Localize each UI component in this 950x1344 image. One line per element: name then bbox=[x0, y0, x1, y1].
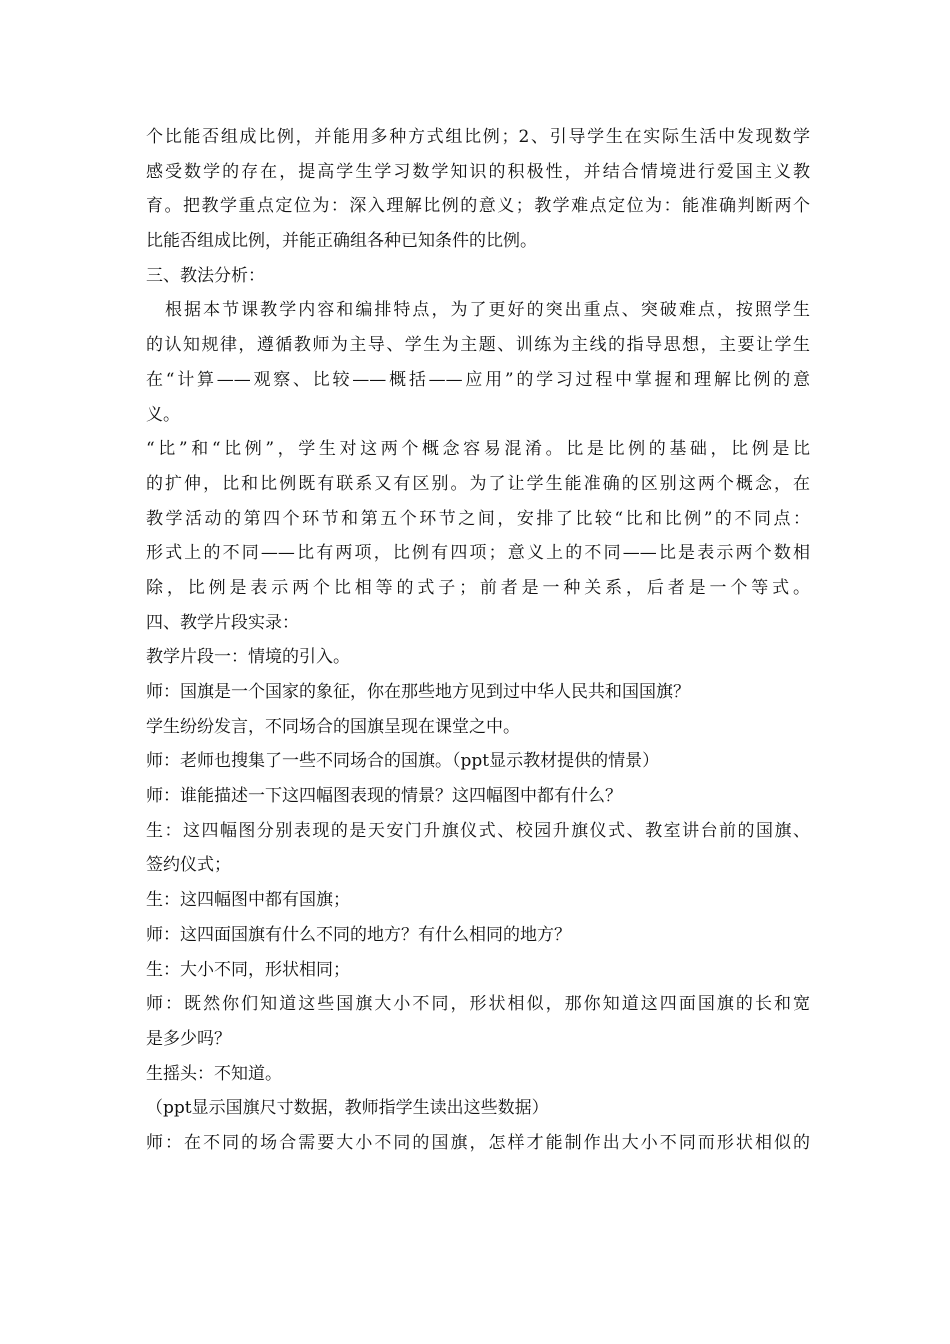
text-line: 除，比例是表示两个比相等的式子；前者是一种关系，后者是一个等式。 bbox=[146, 577, 810, 598]
text-line: 教学活动的第四个环节和第五个环节之间，安排了比较“比和比例”的不同点： bbox=[146, 508, 810, 529]
text-line: 根据本节课教学内容和编排特点，为了更好的突出重点、突破难点，按照学生 bbox=[146, 300, 810, 321]
text-line: 师：这四面国旗有什么不同的地方？有什么相同的地方？ bbox=[146, 924, 571, 945]
text-line: 生摇头：不知道。 bbox=[146, 1063, 282, 1084]
text-line: 师：既然你们知道这些国旗大小不同，形状相似，那你知道这四面国旗的长和宽 bbox=[146, 994, 810, 1015]
text-line: 三、教法分析： bbox=[146, 265, 265, 286]
text-line: 签约仪式； bbox=[146, 855, 231, 876]
text-line: 师：谁能描述一下这四幅图表现的情景？这四幅图中都有什么？ bbox=[146, 786, 622, 807]
text-line: 的扩伸，比和比例既有联系又有区别。为了让学生能准确的区别这两个概念，在 bbox=[146, 473, 810, 494]
text-line: 四、教学片段实录： bbox=[146, 612, 299, 633]
text-line: 生：这四幅图分别表现的是天安门升旗仪式、校园升旗仪式、教室讲台前的国旗、 bbox=[146, 820, 810, 841]
text-line: 的认知规律，遵循教师为主导、学生为主题、训练为主线的指导思想，主要让学生 bbox=[146, 335, 810, 356]
text-line: 教学片段一：情境的引入。 bbox=[146, 647, 350, 668]
text-line: 师：在不同的场合需要大小不同的国旗，怎样才能制作出大小不同而形状相似的 bbox=[146, 1132, 810, 1153]
text-line: “比”和“比例”，学生对这两个概念容易混淆。比是比例的基础，比例是比 bbox=[146, 439, 810, 460]
text-line: 在“计算——观察、比较——概括——应用”的学习过程中掌握和理解比例的意 bbox=[146, 369, 810, 390]
text-line: 是多少吗？ bbox=[146, 1028, 231, 1049]
text-line: （ppt显示国旗尺寸数据，教师指学生读出这些数据） bbox=[146, 1098, 549, 1119]
text-line: 感受数学的存在，提高学生学习数学知识的积极性，并结合情境进行爱国主义教 bbox=[146, 161, 810, 182]
text-line: 师：老师也搜集了一些不同场合的国旗。（ppt显示教材提供的情景） bbox=[146, 751, 660, 772]
text-line: 义。 bbox=[146, 404, 180, 425]
text-line: 生：大小不同，形状相同； bbox=[146, 959, 350, 980]
text-line: 形式上的不同——比有两项，比例有四项；意义上的不同——比是表示两个数相 bbox=[146, 543, 810, 564]
text-line: 生：这四幅图中都有国旗； bbox=[146, 890, 350, 911]
document-body bbox=[146, 120, 810, 1161]
text-line: 育。把教学重点定位为：深入理解比例的意义；教学难点定位为：能准确判断两个 bbox=[146, 196, 810, 217]
text-line: 学生纷纷发言，不同场合的国旗呈现在课堂之中。 bbox=[146, 716, 520, 737]
text-line: 师：国旗是一个国家的象征，你在那些地方见到过中华人民共和国国旗？ bbox=[146, 682, 690, 702]
text-line: 个比能否组成比例，并能用多种方式组比例；2、引导学生在实际生活中发现数学 bbox=[146, 127, 810, 147]
text-line: 比能否组成比例，并能正确组各种已知条件的比例。 bbox=[146, 231, 537, 252]
